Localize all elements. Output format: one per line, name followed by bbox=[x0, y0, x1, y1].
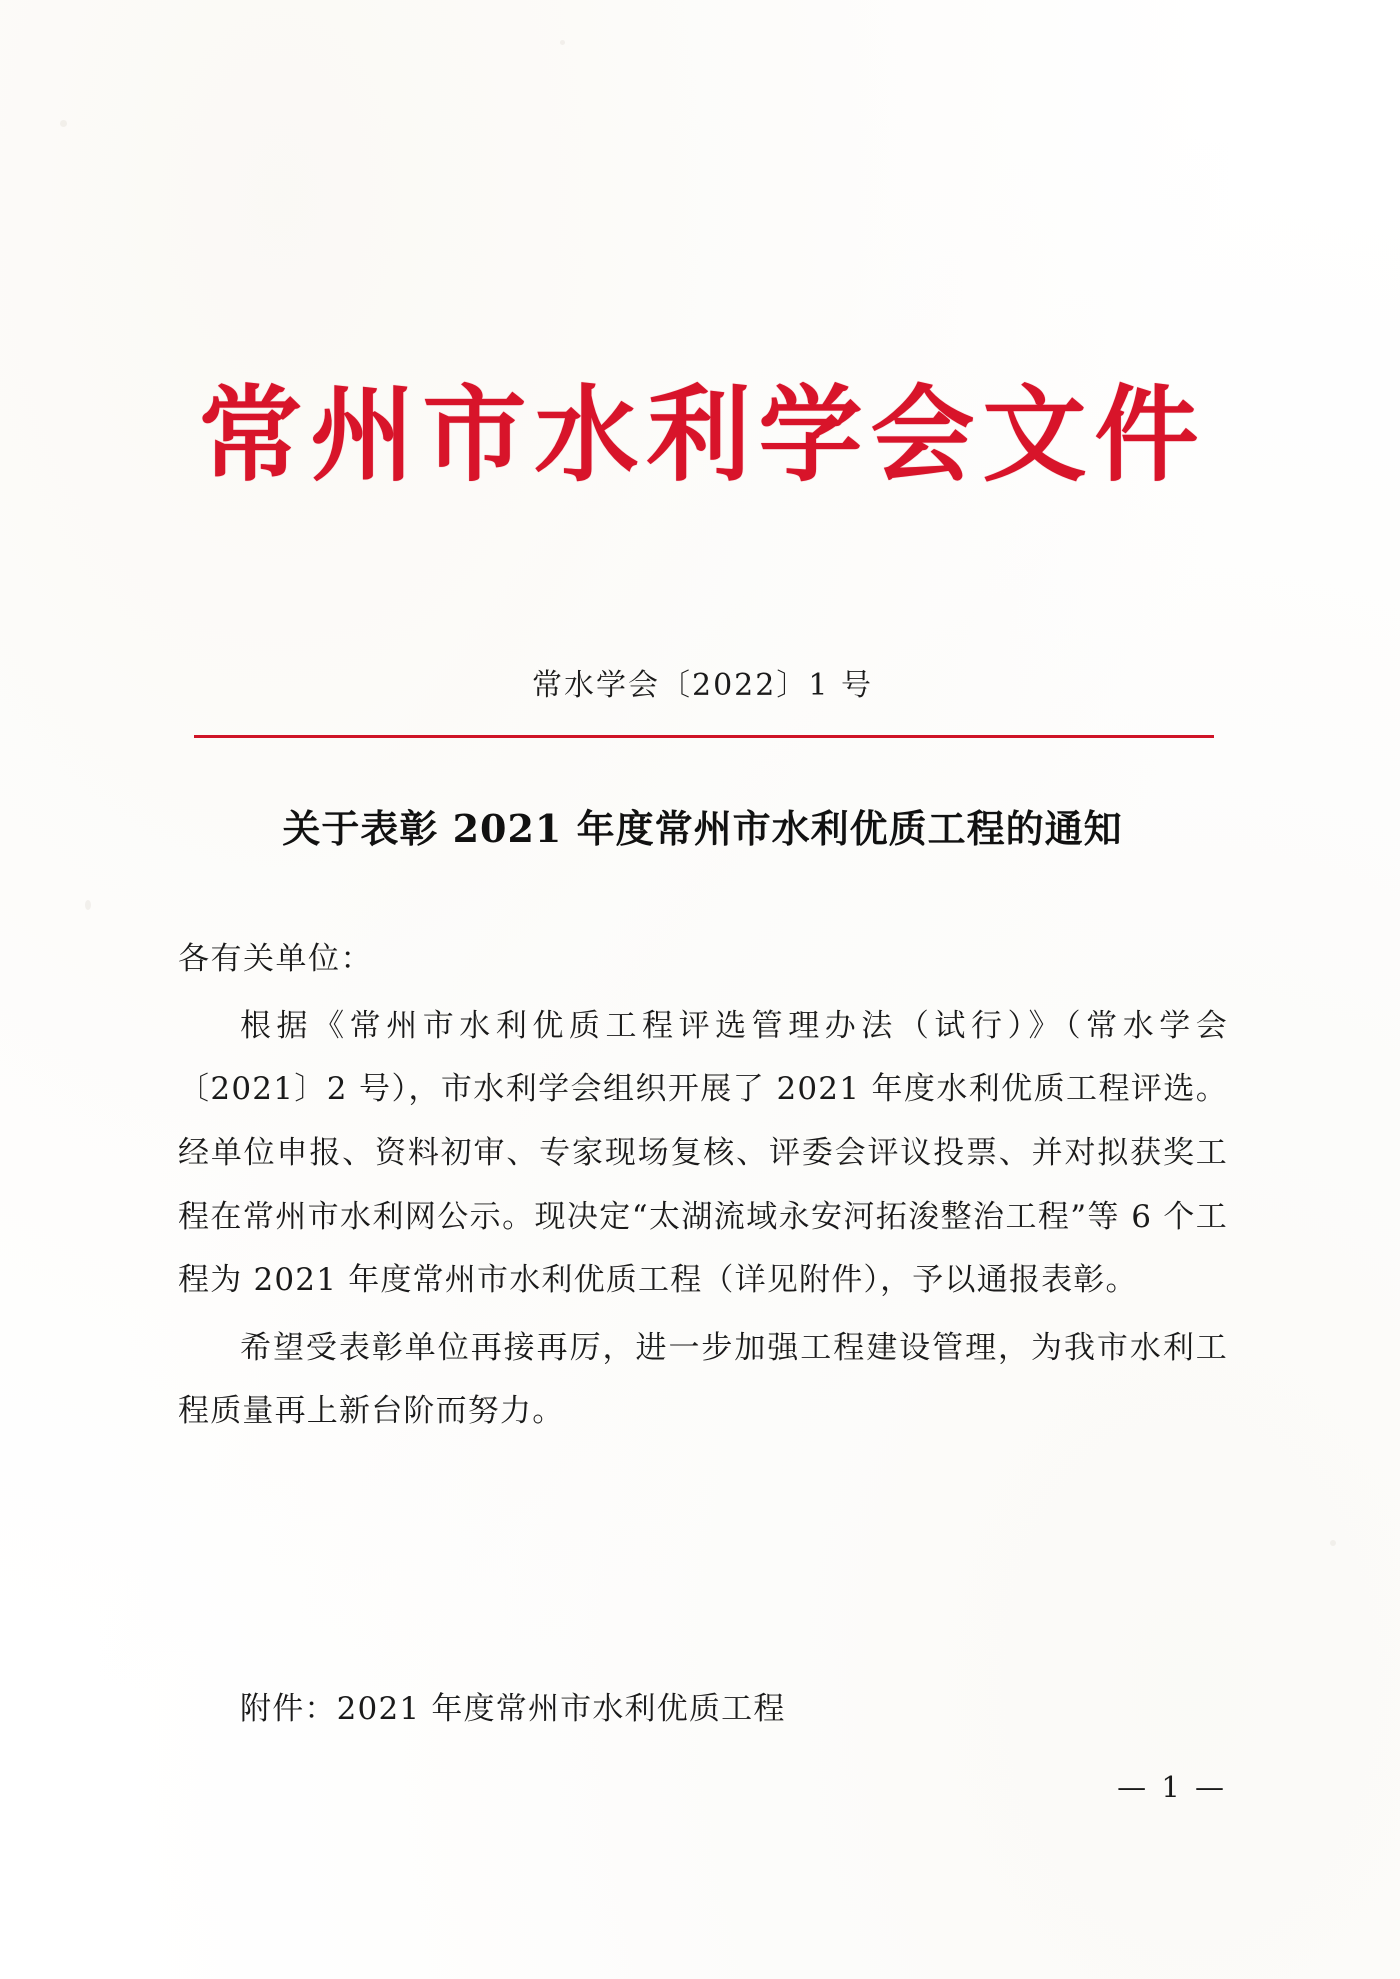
scan-speck bbox=[1330, 1540, 1336, 1546]
salutation: 各有关单位： bbox=[178, 941, 373, 977]
document-content bbox=[170, 0, 1235, 1979]
attachment-line: 附件：2021 年度常州市水利优质工程 bbox=[240, 1691, 786, 1727]
masthead bbox=[170, 373, 1235, 496]
red-divider-rule bbox=[194, 735, 1214, 738]
scan-speck bbox=[60, 120, 67, 127]
scan-speck bbox=[85, 900, 91, 910]
document-number: 常水学会〔2022〕1 号 bbox=[532, 668, 873, 703]
masthead-title: 常州市水利学会文件 bbox=[198, 373, 1207, 496]
body-paragraph-2: 希望受表彰单位再接再厉，进一步加强工程建设管理，为我市水利工程质量再上新台阶而努力。 bbox=[178, 1329, 1228, 1430]
body-paragraph-1: 根据《常州市水利优质工程评选管理办法（试行）》（常水学会〔2021〕2 号），市水利学会组织开展了 2021 年度水利优质工程评选。经单位申报、资料初审、专家现场复核、评委会评议投票、并对拟获奖工程在常州市水利网公示。现决定“太湖流域永安河拓浚整治工程”等 6 个工程为 2021 年度常州市水利优质工程（详见附件），予以通报表彰。 bbox=[178, 1007, 1228, 1299]
document-title: 关于表彰 2021 年度常州市水利优质工程的通知 bbox=[282, 806, 1123, 851]
document-body bbox=[178, 930, 1228, 1448]
page-number: — 1 — bbox=[1117, 1770, 1227, 1804]
